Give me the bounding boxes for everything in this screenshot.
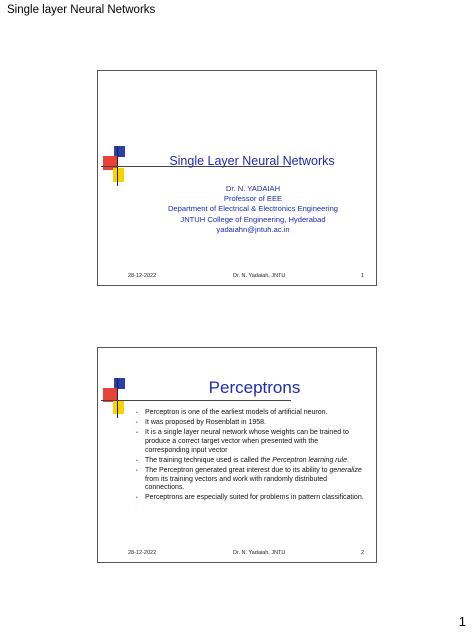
author-email: yadaiahn@jntuh.ac.in — [216, 224, 290, 234]
bullet-item: • Perceptron is one of the earliest models of artificial neuron. — [136, 409, 364, 418]
footer-date: 28-12-2022 — [128, 273, 157, 279]
slide-number: 1 — [360, 273, 364, 279]
bullet-item: • The training technique used is called the Perceptron learning rule. — [136, 457, 364, 466]
footer-author: Dr. N. Yadaiah, JNTU — [233, 550, 286, 556]
author-position: Professor of EEE — [223, 194, 283, 204]
slide-number: 2 — [360, 550, 364, 556]
bullet-item: • The Perceptron generated great interest due to its ability to generalize from its training vectors and work with randomly distributed connections. — [136, 467, 364, 493]
slide-title: Perceptrons — [208, 378, 301, 397]
footer-author: Dr. N. Yadaiah, JNTU — [233, 273, 286, 279]
author-college: JNTUH College of Engineering, Hyderabad — [180, 214, 326, 224]
slide-1 — [97, 70, 377, 286]
bullet-list — [136, 409, 364, 505]
document-title: Single layer Neural Networks — [7, 4, 156, 16]
slide-title: Single Layer Neural Networks — [169, 154, 335, 168]
bullet-item: • It is a single layer neural network whose weights can be trained to produce a correct target vector when presented with the corresponding input vector — [136, 429, 364, 455]
bullet-item: • It was proposed by Rosenblatt in 1958. — [136, 419, 364, 428]
page-number: 1 — [458, 614, 466, 629]
author-department: Department of Electrical & Electronics Engineering — [167, 204, 339, 214]
author-info — [138, 184, 368, 235]
decorative-squares — [101, 378, 129, 418]
author-name: Dr. N. YADAIAH — [225, 184, 281, 193]
bullet-item: • Perceptrons are especially suited for problems in pattern classification. — [136, 494, 364, 503]
footer-date: 28-12-2022 — [128, 550, 157, 556]
divider-line — [101, 400, 291, 401]
slide-2 — [97, 347, 377, 563]
